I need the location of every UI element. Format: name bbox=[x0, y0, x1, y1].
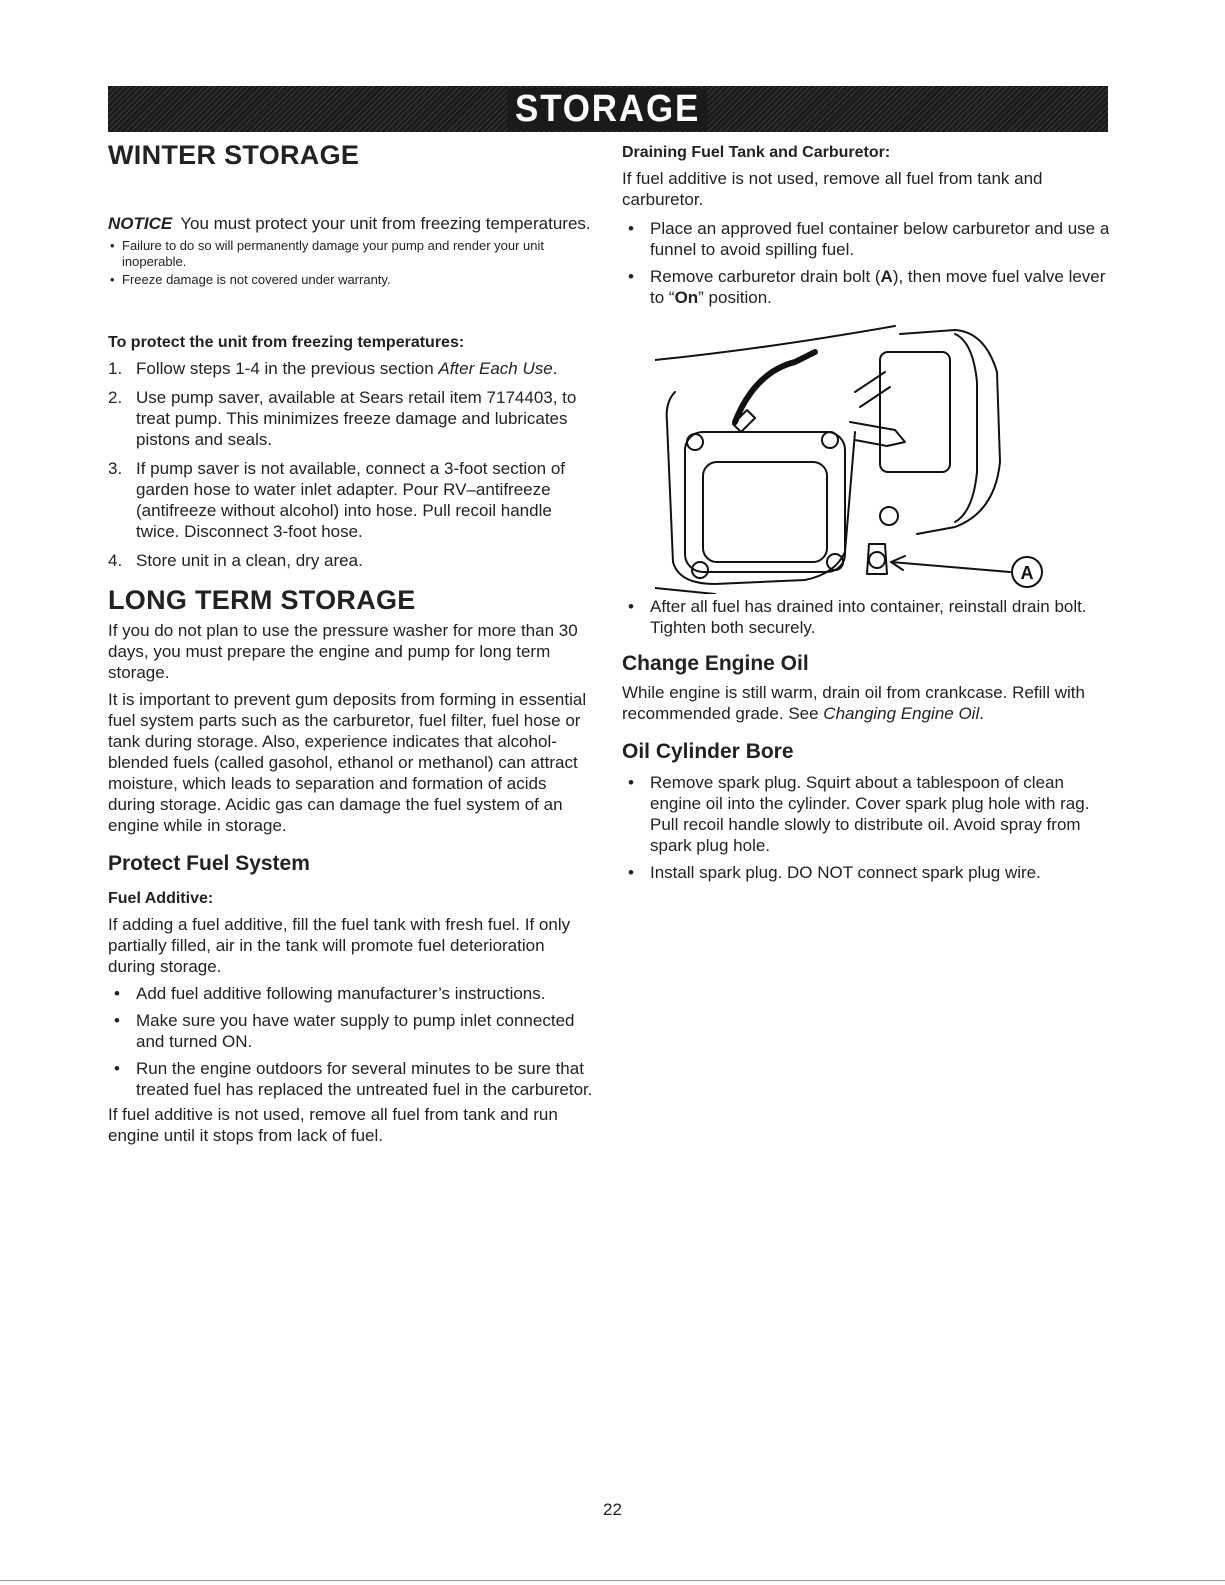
step-text: Use pump saver, available at Sears retail item 7174403, to treat pump. This minimizes freeze damage and lubricates pistons and seals. bbox=[136, 388, 577, 449]
fuel-additive-heading: Fuel Additive: bbox=[108, 890, 214, 907]
text-run: ” position. bbox=[698, 288, 772, 307]
draining-intro: If fuel additive is not used, remove all fuel from tank and carburetor. bbox=[622, 169, 1043, 209]
oil-bullet: • Install spark plug. DO NOT connect spark plug wire. bbox=[622, 862, 1112, 883]
drain-bolt-icon bbox=[869, 552, 885, 568]
freeze-step bbox=[108, 550, 593, 571]
valve-position: On bbox=[674, 288, 699, 307]
cylinder-cover-inner bbox=[703, 462, 827, 562]
bolt-icon bbox=[822, 432, 838, 448]
fuel-bullet: • Add fuel additive following manufacturer’s instructions. bbox=[108, 983, 593, 1004]
fuel-additive-paragraph: If adding a fuel additive, fill the fuel tank with fresh fuel. If only partially filled, air in the tank will promote fuel deterioration during storage. bbox=[108, 915, 571, 976]
text-run: . bbox=[979, 704, 984, 723]
step-reference: After Each Use bbox=[438, 359, 553, 378]
oil-cylinder-heading: Oil Cylinder Bore bbox=[622, 740, 794, 763]
step-number: 4. bbox=[108, 551, 123, 570]
change-oil-heading: Change Engine Oil bbox=[622, 652, 809, 675]
text-run: ), then move fuel valve lever to “ bbox=[650, 267, 1106, 307]
after-drain-bullet: • After all fuel has drained into container, reinstall drain bolt. Tighten both securely. bbox=[622, 596, 1112, 638]
text-run: While engine is still warm, drain oil from crankcase. Refill with recommended grade. See bbox=[622, 683, 1085, 723]
page-edge-line bbox=[0, 1580, 1225, 1581]
fuel-closing-paragraph: If fuel additive is not used, remove all fuel from tank and run engine until it stops from lack of fuel. bbox=[108, 1105, 558, 1145]
fuel-bullet: • Make sure you have water supply to pump inlet connected and turned ON. bbox=[108, 1010, 593, 1052]
winter-storage-heading: WINTER STORAGE bbox=[108, 140, 360, 170]
change-oil-paragraph bbox=[622, 682, 1112, 724]
notice-paragraph bbox=[108, 213, 593, 234]
outline-line bbox=[655, 326, 895, 360]
left-column bbox=[108, 140, 593, 1146]
fuel-bullet: • Run the engine outdoors for several minutes to be sure that treated fuel has replaced the untreated fuel in the carburetor. bbox=[108, 1058, 593, 1100]
bolt-icon bbox=[827, 554, 843, 570]
freeze-step bbox=[108, 358, 593, 379]
fuel-valve-lever bbox=[850, 422, 905, 446]
protect-fuel-heading: Protect Fuel System bbox=[108, 852, 310, 875]
protect-freezing-heading: To protect the unit from freezing temperatures: bbox=[108, 334, 465, 351]
after-drain-bullets bbox=[622, 596, 1112, 638]
bolt-icon bbox=[687, 434, 703, 450]
step-text: Store unit in a clean, dry area. bbox=[136, 551, 363, 570]
notice-bullets bbox=[108, 238, 593, 288]
draining-bullet: • Place an approved fuel container below carburetor and use a funnel to avoid spilling fuel. bbox=[622, 218, 1112, 260]
step-number: 2. bbox=[108, 388, 123, 407]
callout-label: A bbox=[1020, 563, 1034, 583]
air-filter-edge bbox=[955, 334, 977, 522]
oil-reference: Changing Engine Oil bbox=[823, 704, 980, 723]
gum-deposits-paragraph: It is important to prevent gum deposits from forming in essential fuel system parts such as the carburetor, fuel filter, fuel hose or tank during storage. Also, experience indicates that alcohol-blended fuels (called gasohol, ethanol or methanol) can attract moisture, which leads to separation and formation of acids during storage. Acidic gas can damage the fuel system of an engine while in storage. bbox=[108, 690, 587, 835]
notice-text: You must protect your unit from freezing temperatures. bbox=[180, 214, 591, 233]
long-term-paragraph: If you do not plan to use the pressure washer for more than 30 days, you must prepare the engine and pump for long term storage. bbox=[108, 621, 578, 682]
linkage-lines bbox=[855, 372, 890, 407]
step-number: 3. bbox=[108, 459, 123, 478]
callout-arrow bbox=[891, 562, 1010, 572]
draining-heading: Draining Fuel Tank and Carburetor: bbox=[622, 144, 891, 161]
outline-line bbox=[655, 588, 715, 594]
drain-fitting-icon bbox=[880, 507, 898, 525]
callout-letter: A bbox=[880, 267, 893, 286]
step-tail: . bbox=[552, 359, 558, 378]
draining-bullets bbox=[622, 218, 1112, 308]
fuel-additive-bullets bbox=[108, 983, 593, 1100]
notice-label: NOTICE bbox=[108, 214, 173, 233]
spark-plug-wire bbox=[735, 352, 815, 422]
step-text: If pump saver is not available, connect a 3-foot section of garden hose to water inlet adapter. Pour RV–antifreeze (antifreeze without alcohol) into hose. Pull recoil handle twice. Disconnect 3-foot hose. bbox=[136, 459, 566, 541]
freeze-step bbox=[108, 458, 593, 542]
page-number: 22 bbox=[603, 1500, 622, 1519]
cylinder-cover bbox=[685, 432, 845, 572]
section-banner bbox=[108, 86, 1108, 132]
notice-bullet: • Freeze damage is not covered under warranty. bbox=[108, 272, 593, 288]
banner-title: STORAGE bbox=[508, 88, 708, 131]
step-number: 1. bbox=[108, 359, 123, 378]
freeze-step bbox=[108, 387, 593, 450]
oil-bullet: • Remove spark plug. Squirt about a tablespoon of clean engine oil into the cylinder. Cover spark plug hole with rag. Pull recoil handle slowly to distribute oil. Avoid spray from spark plug hole. bbox=[622, 772, 1112, 856]
oil-cylinder-bullets bbox=[622, 772, 1112, 883]
freeze-steps bbox=[108, 358, 593, 571]
notice-bullet: • Failure to do so will permanently damage your pump and render your unit inoperable. bbox=[108, 238, 593, 270]
text-run: Remove carburetor drain bolt ( bbox=[650, 267, 881, 286]
step-text: Follow steps 1-4 in the previous section bbox=[136, 359, 439, 378]
long-term-storage-heading: LONG TERM STORAGE bbox=[108, 585, 416, 615]
draining-bullet bbox=[622, 266, 1112, 308]
carburetor-illustration bbox=[655, 312, 1045, 594]
air-filter-box bbox=[880, 352, 950, 472]
